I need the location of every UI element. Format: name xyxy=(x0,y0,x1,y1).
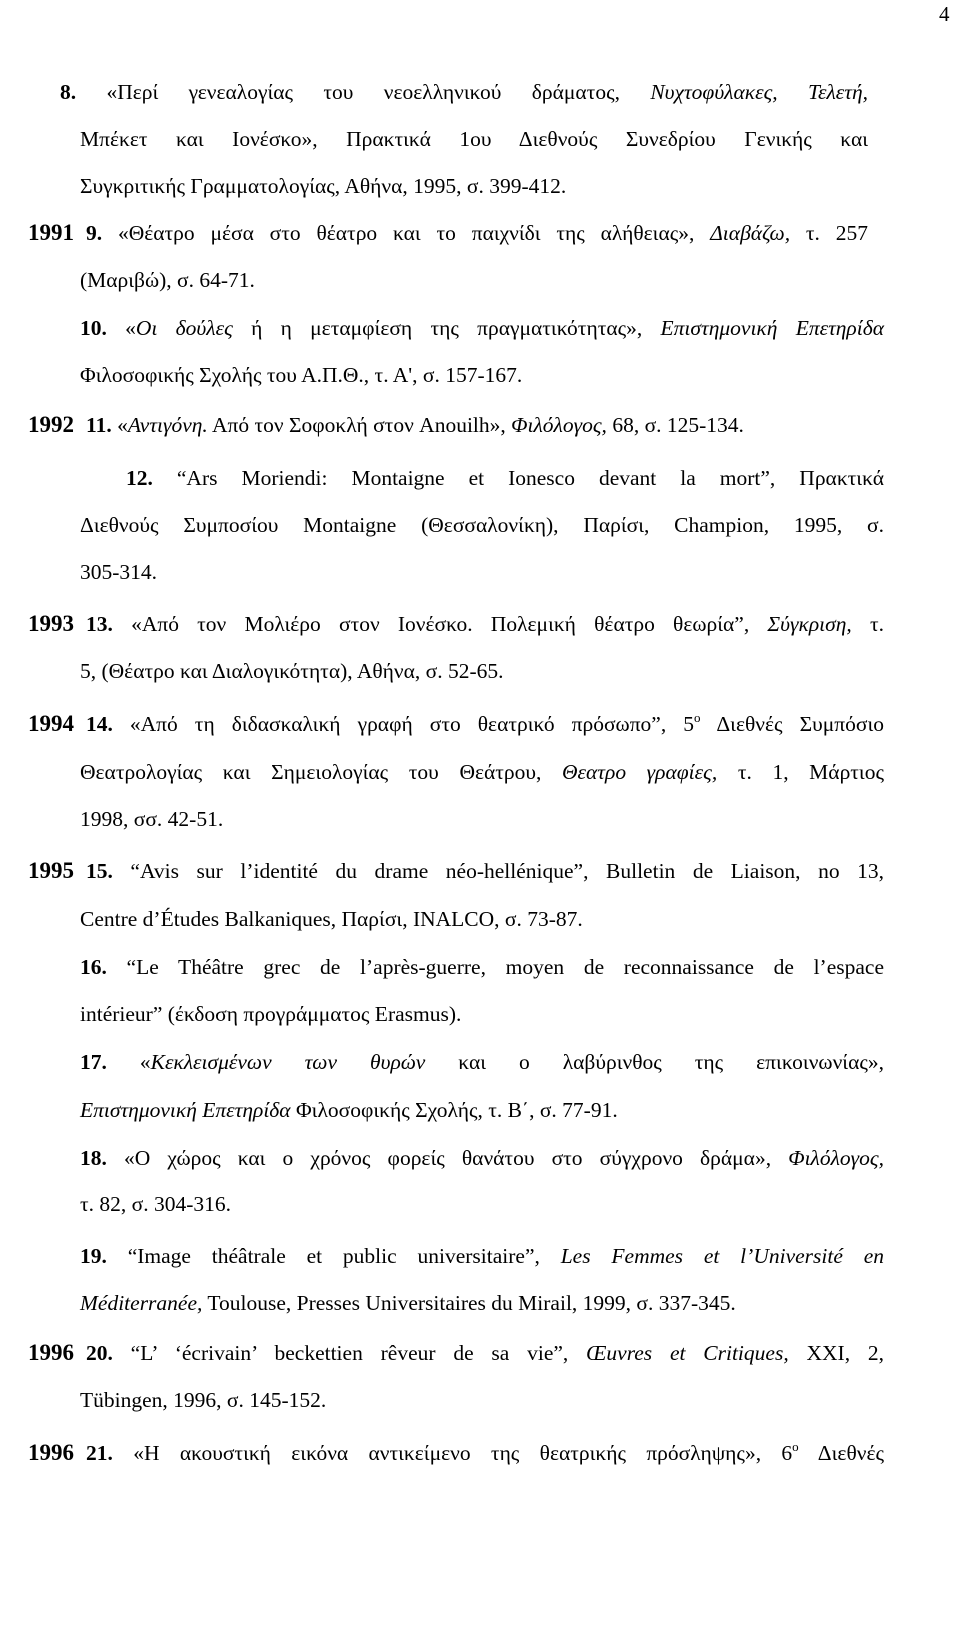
entry-15-line-1 xyxy=(86,861,884,883)
year-label: 1993 xyxy=(28,611,74,636)
entry-text: τ. 257 xyxy=(790,221,868,245)
entry-text: Μπέκετ και Ιονέσκο», Πρακτικά 1ου Διεθνούς Συνεδρίου Γενικής και xyxy=(80,127,868,151)
entry-number: 19. xyxy=(80,1244,107,1268)
year-label: 1996 xyxy=(28,1440,74,1465)
entry-13-line-1 xyxy=(86,614,884,636)
entry-18-line-2: τ. 82, σ. 304-316. xyxy=(80,1192,232,1216)
entry-journal: Επιστημονική Επετηρίδα xyxy=(660,316,885,340)
entry-12-line-2 xyxy=(80,515,884,537)
entry-14-line-1 xyxy=(86,710,884,736)
entry-10-line-1 xyxy=(80,318,884,340)
entry-text: « xyxy=(111,413,128,437)
entry-journal: Σύγκριση, xyxy=(767,612,852,636)
entry-text: Από τον Σοφοκλή στον Anouilh», xyxy=(207,413,512,437)
entry-14-line-2 xyxy=(80,762,884,784)
entry-17-line-2 xyxy=(80,1100,618,1122)
entry-number: 12. xyxy=(126,466,153,490)
entry-19-line-1 xyxy=(80,1246,884,1268)
entry-text: Toulouse, Presses Universitaires du Mirail, 1999, σ. 337-345. xyxy=(202,1291,736,1315)
entry-17-line-1 xyxy=(80,1052,884,1074)
entry-title: Οι δούλες xyxy=(135,316,233,340)
entry-20-line-1 xyxy=(86,1343,884,1365)
entry-14-line-3: 1998, σσ. 42-51. xyxy=(80,807,224,831)
entry-text: 68, σ. 125-134. xyxy=(606,413,744,437)
entry-journal: Επιστημονική Επετηρίδα xyxy=(80,1098,291,1122)
entry-text: “L’ ‘écrivain’ beckettien rêveur de sa vie”, xyxy=(112,1341,587,1365)
entry-title: Διαβάζω, xyxy=(710,221,791,245)
entry-text: “Image théâtrale et public universitaire”, xyxy=(106,1244,561,1268)
entry-number: 18. xyxy=(80,1146,107,1170)
entry-16-line-1 xyxy=(80,957,884,979)
entry-text: “Avis sur l’identité du drame néo-hellénique”, Bulletin de Liaison, no 13, xyxy=(112,859,884,883)
entry-title: Les Femmes et l’Université en xyxy=(560,1244,884,1268)
entry-text: « xyxy=(106,1050,151,1074)
entry-8-line-1 xyxy=(60,82,868,104)
entry-19-line-2 xyxy=(80,1293,736,1315)
entry-10-line-2: Φιλοσοφικής Σχολής του Α.Π.Θ., τ. Α', σ. 157-167. xyxy=(80,363,523,387)
ordinal-superscript: ο xyxy=(694,710,701,725)
entry-text: « xyxy=(106,316,136,340)
entry-8-line-3: Συγκριτικής Γραμματολογίας, Αθήνα, 1995, σ. 399-412. xyxy=(80,174,567,198)
entry-text: τ. 1, Μάρτιος xyxy=(717,760,884,784)
entry-journal: Œuvres et Critiques, xyxy=(586,1341,789,1365)
entry-11-line-1 xyxy=(86,415,744,437)
entry-title: Méditerranée, xyxy=(80,1291,203,1315)
entry-number: 11. xyxy=(86,413,112,437)
entry-9-line-2: (Μαριβώ), σ. 64-71. xyxy=(80,268,255,292)
entry-text: και ο λαβύρινθος της επικοινωνίας», xyxy=(425,1050,884,1074)
year-label: 1996 xyxy=(28,1340,74,1365)
year-label: 1992 xyxy=(28,412,74,437)
year-label: 1995 xyxy=(28,858,74,883)
entry-number: 9. xyxy=(86,221,103,245)
entry-12-line-3: 305-314. xyxy=(80,560,158,584)
entry-8-line-2 xyxy=(80,129,868,151)
entry-number: 8. xyxy=(60,80,77,104)
entry-journal: Θεατρο γραφίες, xyxy=(562,760,718,784)
year-label: 1994 xyxy=(28,711,74,736)
entry-number: 15. xyxy=(86,859,113,883)
entry-text: τ. xyxy=(851,612,884,636)
entry-text: ή η μεταμφίεση της πραγματικότητας», xyxy=(232,316,661,340)
entry-text: «Θέατρο μέσα στο θέατρο και το παιχνίδι της αλήθειας», xyxy=(102,221,711,245)
entry-15-line-2: Centre d’Études Balkaniques, Παρίσι, INALCO, σ. 73-87. xyxy=(80,907,583,931)
entry-text: XXI, 2, xyxy=(788,1341,885,1365)
entry-text: «Από τον Μολιέρο στον Ιονέσκο. Πολεμική θέατρο θεωρία”, xyxy=(112,612,768,636)
entry-number: 20. xyxy=(86,1341,113,1365)
entry-text: Φιλοσοφικής Σχολής, τ. Β΄, σ. 77-91. xyxy=(290,1098,618,1122)
entry-number: 21. xyxy=(86,1441,113,1465)
entry-20-line-2: Tübingen, 1996, σ. 145-152. xyxy=(80,1388,327,1412)
entry-12-line-1 xyxy=(126,468,884,490)
entry-16-line-2: intérieur” (έκδοση προγράμματος Erasmus). xyxy=(80,1002,462,1026)
entry-number: 17. xyxy=(80,1050,107,1074)
entry-21-line-1 xyxy=(86,1439,885,1465)
entry-title: Νυχτοφύλακες, Τελετή, xyxy=(650,80,869,104)
entry-13-line-2: 5, (Θέατρο και Διαλογικότητα), Αθήνα, σ. 52-65. xyxy=(80,659,504,683)
entry-number: 16. xyxy=(80,955,107,979)
entry-title: Κεκλεισμένων των θυρών xyxy=(150,1050,426,1074)
entry-18-line-1 xyxy=(80,1148,884,1170)
entry-text: Θεατρολογίας και Σημειολογίας του Θεάτρου, xyxy=(80,760,563,784)
entry-text: Διεθνές Συμπόσιο xyxy=(700,712,884,736)
entry-text: “Le Théâtre grec de l’après-guerre, moyen de reconnaissance de l’espace xyxy=(106,955,884,979)
entry-journal: Φιλόλογος, xyxy=(788,1146,884,1170)
entry-journal: Φιλόλογος, xyxy=(511,413,607,437)
entry-number: 10. xyxy=(80,316,107,340)
entry-number: 14. xyxy=(86,712,113,736)
entry-text: «Περί γενεαλογίας του νεοελληνικού δράματος, xyxy=(76,80,651,104)
entry-9-line-1 xyxy=(86,223,868,245)
entry-title: Αντιγόνη. xyxy=(127,413,208,437)
entry-text: “Ars Moriendi: Montaigne et Ionesco devant la mort”, Πρακτικά xyxy=(152,466,884,490)
entry-number: 13. xyxy=(86,612,113,636)
entry-text: Διεθνούς Συμποσίου Montaigne (Θεσσαλονίκη), Παρίσι, Champion, 1995, σ. xyxy=(80,513,884,537)
entry-text: Διεθνές xyxy=(798,1441,885,1465)
ordinal-superscript: ο xyxy=(792,1439,799,1454)
entry-text: «Από τη διδασκαλική γραφή στο θεατρικό πρόσωπο”, 5 xyxy=(112,712,695,736)
entry-text: «Ο χώρος και ο χρόνος φορείς θανάτου στο σύγχρονο δράμα», xyxy=(106,1146,789,1170)
year-label: 1991 xyxy=(28,220,74,245)
entry-text: «Η ακουστική εικόνα αντικείμενο της θεατρικής πρόσληψης», 6 xyxy=(112,1441,793,1465)
page-number: 4 xyxy=(939,2,950,26)
